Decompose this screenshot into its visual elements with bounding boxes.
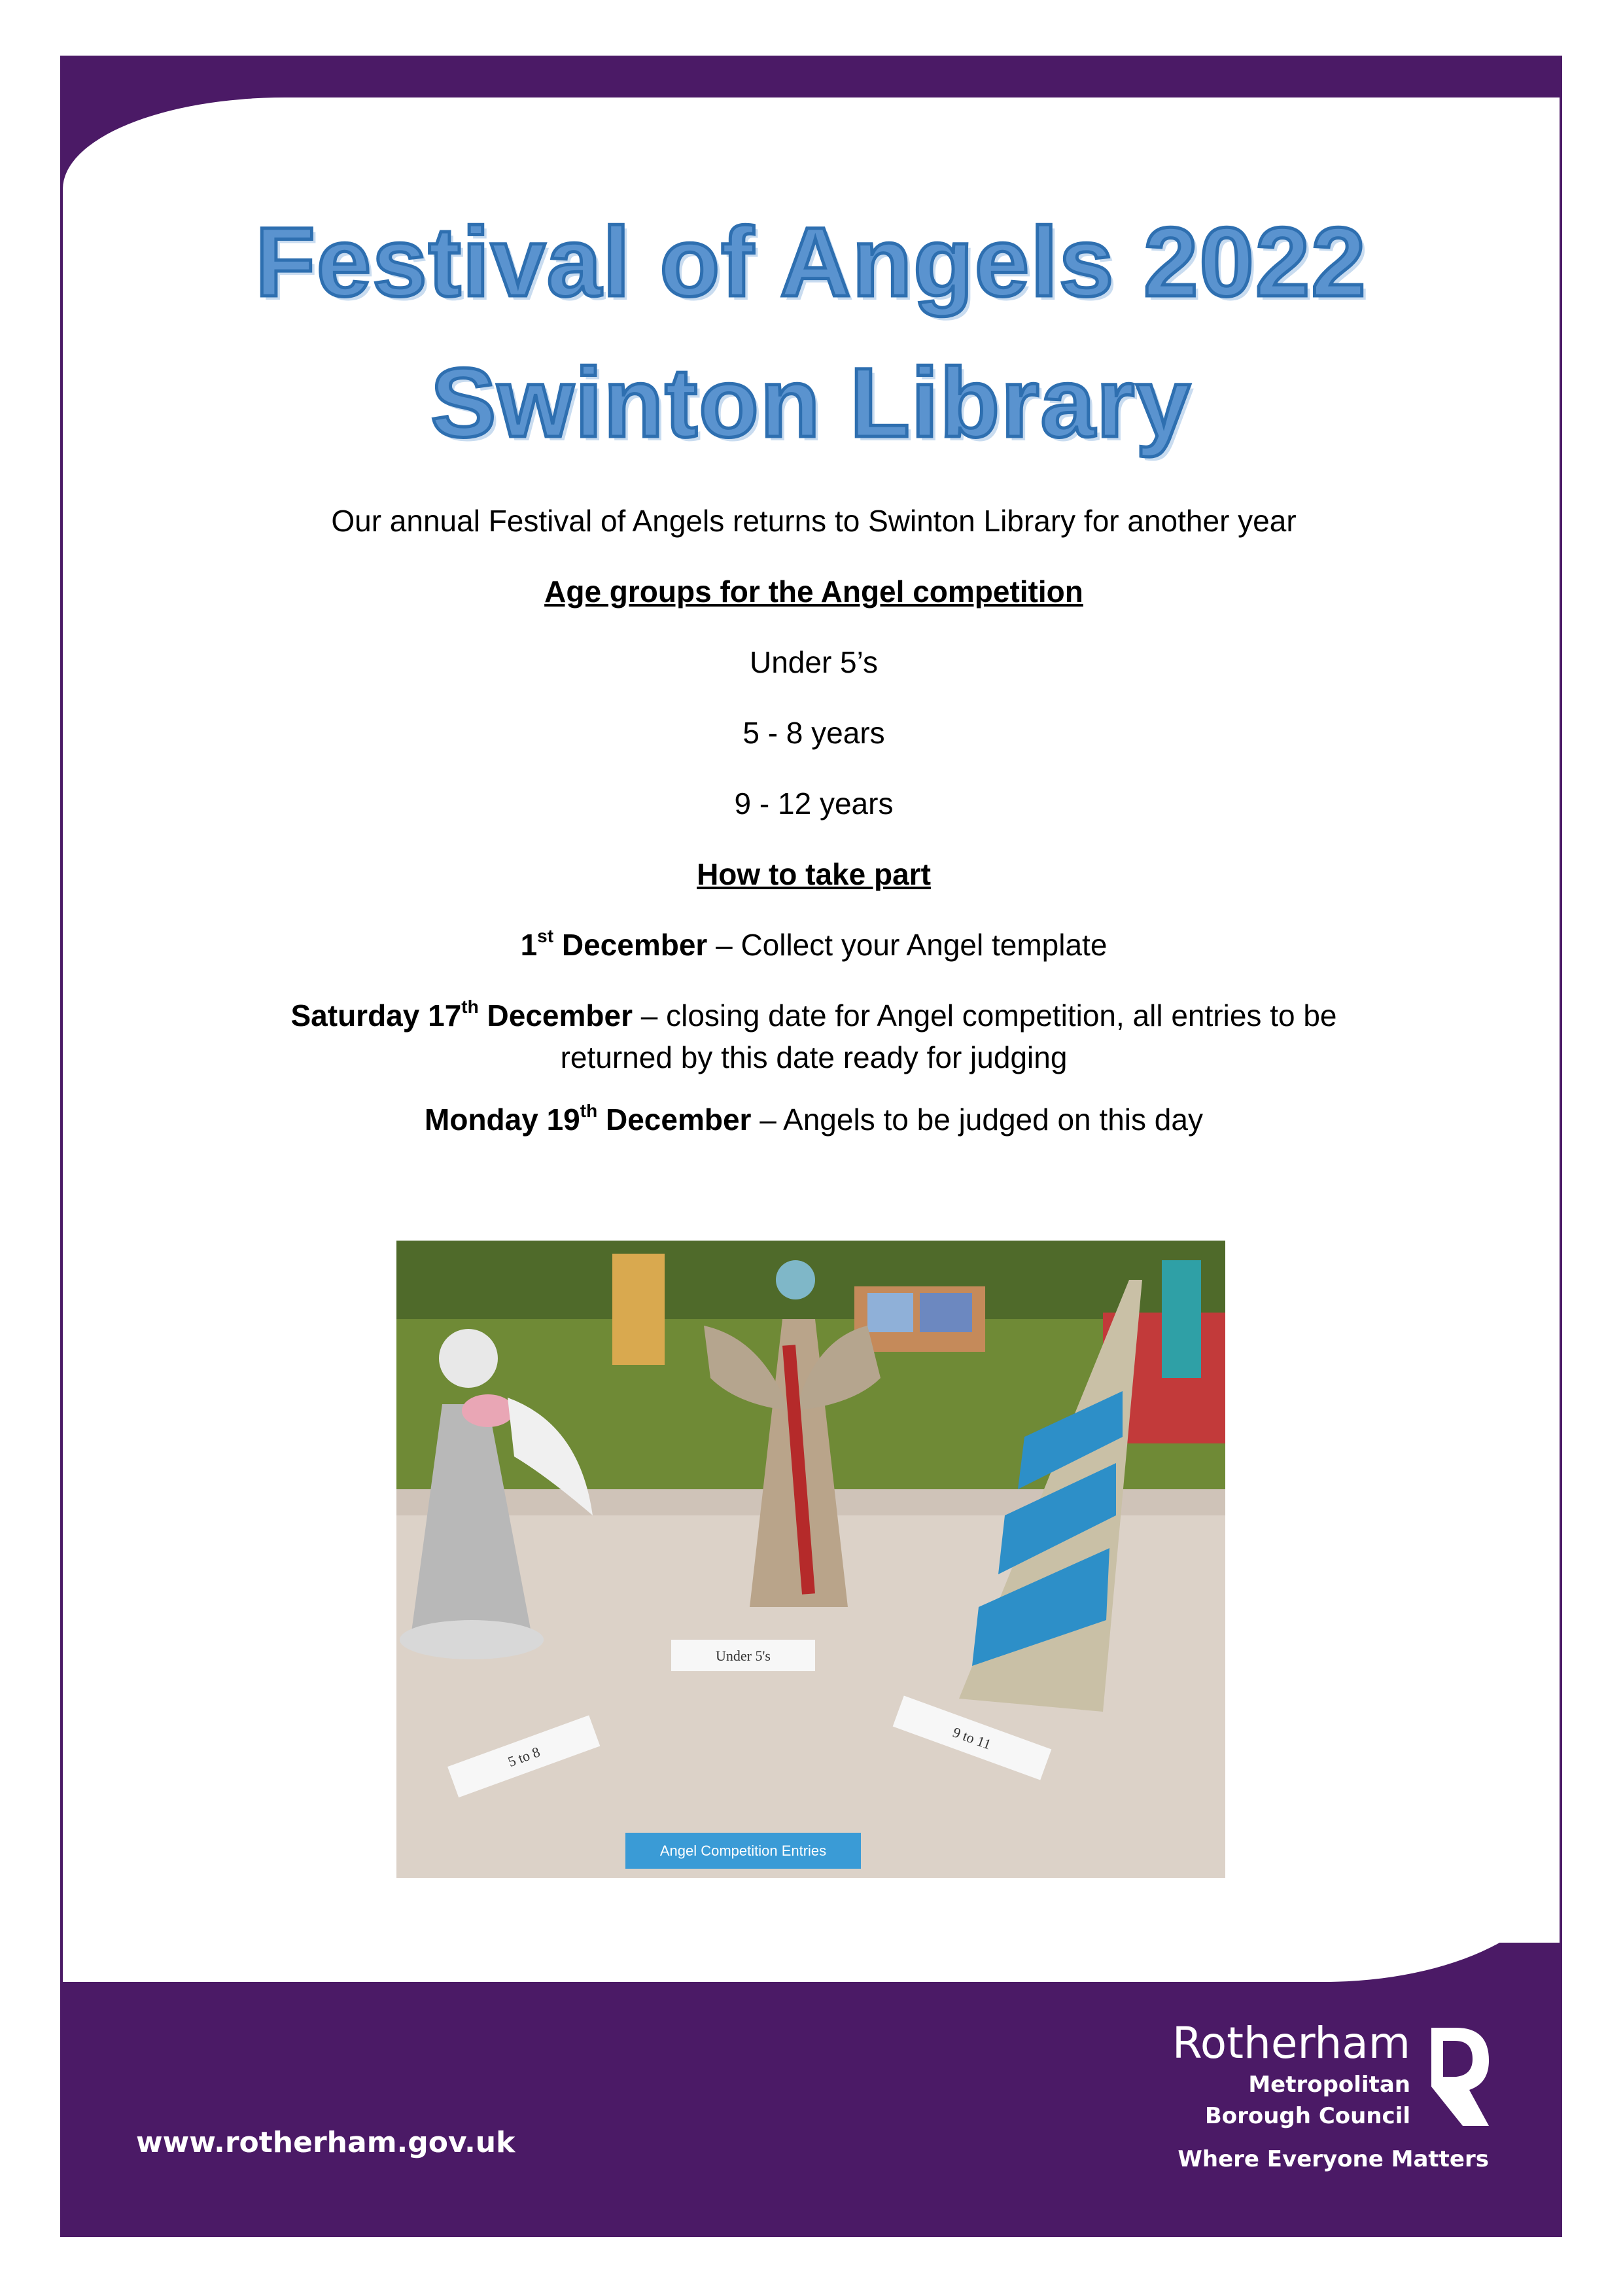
page-title-line2: Swinton Library <box>430 347 1192 457</box>
age-group-item: 9 - 12 years <box>734 786 894 821</box>
under5-label: Under 5's <box>715 1648 771 1664</box>
logo-metropolitan-text: Metropolitan <box>1248 2072 1410 2098</box>
logo-borough-council-text: Borough Council <box>1204 2103 1410 2129</box>
website-link[interactable]: www.rotherham.gov.uk <box>136 2126 515 2159</box>
event-collect-template: 1st December – Collect your Angel template <box>520 925 1108 962</box>
intro-text: Our annual Festival of Angels returns to Swinton Library for another year <box>331 504 1297 538</box>
age-group-item: 5 - 8 years <box>742 716 885 750</box>
logo-rotherham-text: Rotherham <box>1175 2018 1410 2068</box>
age-groups-heading: Age groups for the Angel competition <box>544 574 1083 609</box>
page-title-line1: Festival of Angels 2022 <box>255 207 1367 317</box>
how-to-heading: How to take part <box>697 857 931 891</box>
event-judging-day: Monday 19th December – Angels to be judged on this day <box>425 1100 1203 1137</box>
five-to-eight-label: 5 to 8 <box>506 1743 542 1771</box>
age-group-item: Under 5’s <box>749 645 879 679</box>
nine-to-eleven-label: 9 to 11 <box>951 1723 994 1753</box>
logo-tagline-text: Where Everyone Matters <box>1178 2146 1489 2172</box>
rotherham-logo <box>1175 2015 1528 2185</box>
entries-banner-label: Angel Competition Entries <box>659 1843 827 1859</box>
angel-entries-photo <box>396 1241 1225 1878</box>
event-closing-date: Saturday 17th December – closing date for Angel competition, all entries to be returned by this date ready for judging <box>290 996 1337 1074</box>
page-frame <box>60 56 1562 2237</box>
rmbc-r-mark-icon <box>1431 2028 1489 2126</box>
